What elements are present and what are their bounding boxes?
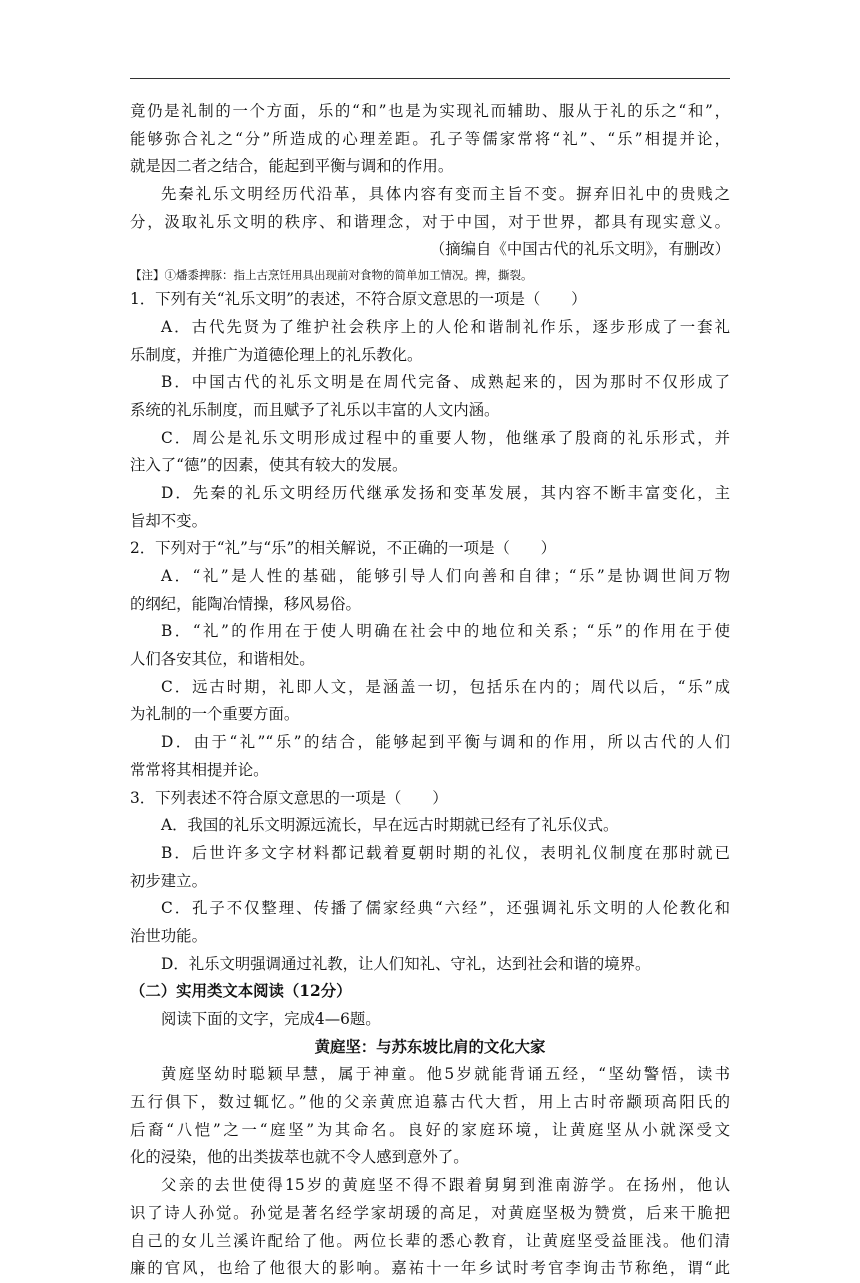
text-line: 廉的官风，也给了他很大的影响。嘉祐十一年乡试时考官李询击节称绝，谓“此 bbox=[130, 1259, 730, 1278]
text-line: 竟仍是礼制的一个方面，乐的“和”也是为实现礼而辅助、服从于礼的乐之“和”， bbox=[130, 102, 730, 120]
header-rule bbox=[130, 78, 730, 79]
text-line: 父亲的去世使得15岁的黄庭坚不得不跟着舅舅到淮南游学。在扬州，他认 bbox=[161, 1176, 730, 1195]
text-line: 化的浸染，他的出类拔萃也就不令人感到意外了。 bbox=[130, 1148, 469, 1167]
option-d: D．由于“礼”“乐”的结合，能够起到平衡与调和的作用，所以古代的人们 bbox=[161, 733, 730, 752]
article-title: 黄庭坚：与苏东坡比肩的文化大家 bbox=[314, 1037, 546, 1056]
text-line: 识了诗人孙觉。孙觉是著名经学家胡瑗的高足，对黄庭坚极为赞赏，后来干脆把 bbox=[130, 1203, 730, 1222]
question-stem-3: 3．下列表述不符合原文意思的一项是（ ） bbox=[130, 788, 448, 807]
option-a-cont: 乐制度，并推广为道德伦理上的礼乐教化。 bbox=[130, 345, 423, 364]
option-b-cont: 系统的礼乐制度，而且赋予了礼乐以丰富的人文内涵。 bbox=[130, 400, 500, 419]
text-line: 五行俱下，数过辄忆。”他的父亲黄庶追慕古代大哲，用上古时帝颛顼高阳氏的 bbox=[130, 1093, 730, 1112]
text-line: 后裔“八恺”之一“庭坚”为其命名。良好的家庭环境，让黄庭坚从小就深受文 bbox=[130, 1120, 730, 1139]
text-line: 能够弥合礼之“分”所造成的心理差距。孔子等儒家常将“礼”、“乐”相提并论， bbox=[130, 129, 730, 148]
option-d-cont: 旨却不变。 bbox=[130, 511, 207, 530]
option-b: B．中国古代的礼乐文明是在周代完备、成熟起来的，因为那时不仅形成了 bbox=[161, 373, 730, 392]
option-c-cont: 治世功能。 bbox=[130, 926, 207, 945]
text-line: 自己的女儿兰溪许配给了他。两位长辈的悉心教育，让黄庭坚受益匪浅。他们清 bbox=[130, 1231, 730, 1250]
option-c: C．远古时期，礼即人文，是涵盖一切，包括乐在内的；周代以后，“乐”成 bbox=[161, 677, 730, 696]
option-a: A．我国的礼乐文明源远流长，早在远古时期就已经有了礼乐仪式。 bbox=[161, 816, 619, 835]
option-b: B．“礼”的作用在于使人明确在社会中的地位和关系；“乐”的作用在于使 bbox=[161, 622, 730, 641]
option-d-cont: 常常将其相提并论。 bbox=[130, 760, 269, 779]
option-b-cont: 人们各安其位，和谐相处。 bbox=[130, 650, 315, 669]
section-heading: （二）实用类文本阅读（12分） bbox=[130, 982, 352, 1001]
text-line: 先秦礼乐文明经历代沿革，具体内容有变而主旨不变。摒弃旧礼中的贵贱之 bbox=[161, 185, 730, 204]
question-stem-1: 1．下列有关“礼乐文明”的表述，不符合原文意思的一项是（ ） bbox=[130, 290, 587, 309]
question-stem-2: 2．下列对于“礼”与“乐”的相关解说，不正确的一项是（ ） bbox=[130, 539, 557, 558]
option-a: A．古代先贤为了维护社会秩序上的人伦和谐制礼作乐，逐步形成了一套礼 bbox=[161, 317, 730, 336]
option-b: B．后世许多文字材料都记载着夏朝时期的礼仪，表明礼仪制度在那时就已 bbox=[161, 843, 730, 862]
source-citation: （摘编自《中国古代的礼乐文明》，有删改） bbox=[429, 240, 730, 259]
text-line: 黄庭坚幼时聪颖早慧，属于神童。他5岁就能背诵五经，“坚幼警悟，读书 bbox=[161, 1065, 730, 1084]
option-b-cont: 初步建立。 bbox=[130, 871, 207, 890]
option-d: D．礼乐文明强调通过礼教，让人们知礼、守礼，达到社会和谐的境界。 bbox=[161, 954, 651, 973]
option-a: A．“礼”是人性的基础，能够引导人们向善和自律；“乐”是协调世间万物 bbox=[161, 567, 730, 585]
option-c: C．孔子不仅整理、传播了儒家经典“六经”，还强调礼乐文明的人伦教化和 bbox=[161, 899, 730, 918]
option-c-cont: 注入了“德”的因素，使其有较大的发展。 bbox=[130, 456, 408, 475]
option-a-cont: 的纲纪，能陶冶情操，移风易俗。 bbox=[130, 594, 361, 613]
text-line: 分，汲取礼乐文明的秩序、和谐理念，对于中国，对于世界，都具有现实意义。 bbox=[130, 212, 730, 231]
section-instruction: 阅读下面的文字，完成4—6题。 bbox=[161, 1010, 381, 1028]
document-page bbox=[130, 98, 730, 1283]
option-d: D．先秦的礼乐文明经历代继承发扬和变革发展，其内容不断丰富变化，主 bbox=[161, 483, 730, 502]
option-c-cont: 为礼制的一个重要方面。 bbox=[130, 705, 300, 724]
text-line: 就是因二者之结合，能起到平衡与调和的作用。 bbox=[130, 157, 454, 176]
option-c: C．周公是礼乐文明形成过程中的重要人物，他继承了殷商的礼乐形式，并 bbox=[161, 428, 730, 447]
footnote: 【注】①燔黍捭豚：指上古烹饪用具出现前对食物的简单加工情况。捭，撕裂。 bbox=[130, 268, 533, 283]
